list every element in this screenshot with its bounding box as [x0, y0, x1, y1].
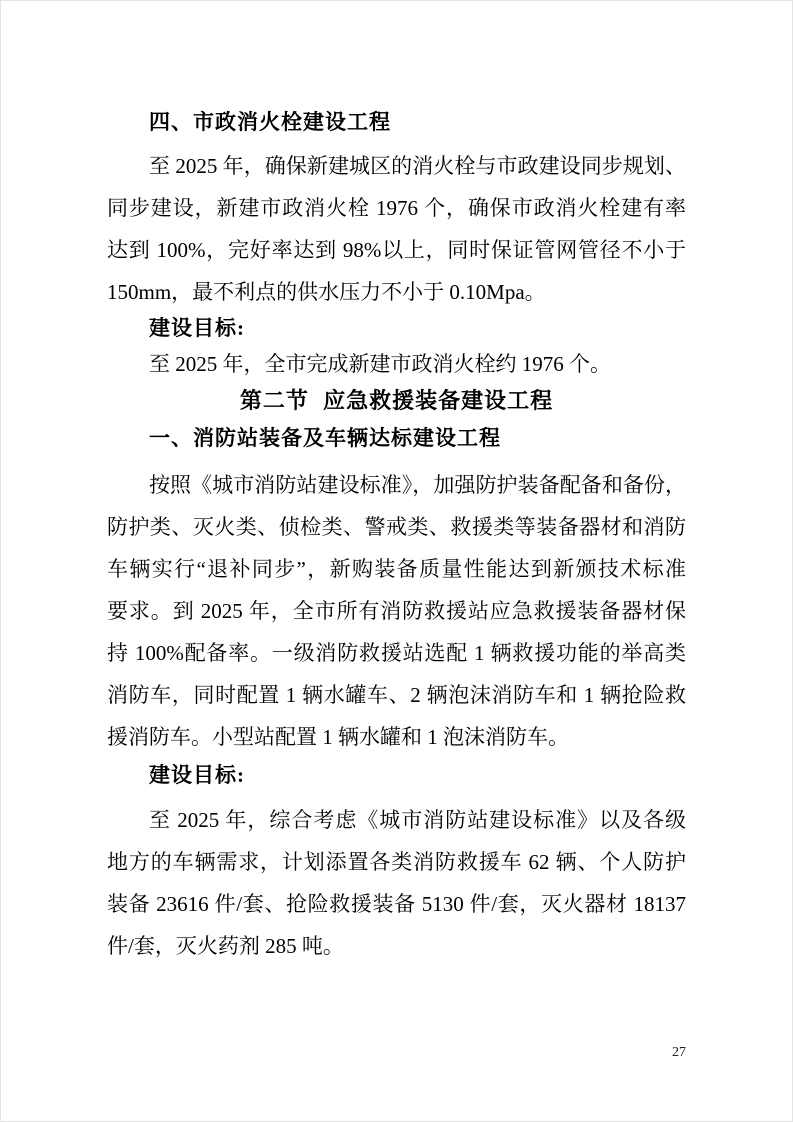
heading-municipal-hydrant-project: 四、市政消火栓建设工程 — [149, 111, 391, 134]
page-content — [1, 1, 792, 1061]
text-line: 至 2025 年，确保新建城区的消火栓与市政建设同步规划、 — [149, 154, 686, 178]
text-line: 同步建设，新建市政消火栓 1976 个，确保市政消火栓建有率 — [107, 196, 686, 220]
text-line: 件/套，灭火药剂 285 吨。 — [107, 934, 344, 958]
text-line: 地方的车辆需求，计划添置各类消防救援车 62 辆、个人防护 — [107, 850, 686, 874]
text-line: 防护类、灭火类、侦检类、警戒类、救援类等装备器材和消防 — [107, 515, 686, 539]
paragraph-equipment-goal — [107, 799, 686, 967]
heading-station-equipment-project: 一、消防站装备及车辆达标建设工程 — [149, 427, 501, 450]
text-line: 车辆实行“退补同步”，新购装备质量性能达到新颁技术标准 — [107, 557, 686, 581]
text-line: 按照《城市消防站建设标准》，加强防护装备配备和备份， — [149, 473, 686, 497]
text-line: 装备 23616 件/套、抢险救援装备 5130 件/套，灭火器材 18137 — [107, 892, 686, 916]
paragraph-hydrant-goal — [107, 343, 686, 385]
page-number: 27 — [672, 1045, 686, 1060]
text-line: 消防车，同时配置 1 辆水罐车、2 辆泡沫消防车和 1 辆抢险救 — [107, 683, 686, 707]
text-line: 要求。到 2025 年，全市所有消防救援站应急救援装备器材保 — [107, 599, 686, 623]
text-line: 至 2025 年，综合考虑《城市消防站建设标准》以及各级 — [149, 808, 686, 832]
text-line: 持 100%配备率。一级消防救援站选配 1 辆救援功能的举高类 — [107, 641, 686, 665]
paragraph-equipment-plan — [107, 464, 686, 758]
text-line: 150mm，最不利点的供水压力不小于 0.10Mpa。 — [107, 280, 546, 304]
section-title-emergency-equipment: 第二节 应急救援装备建设工程 — [239, 388, 554, 413]
construction-goal-label: 建设目标: — [149, 763, 245, 787]
text-line: 援消防车。小型站配置 1 辆水罐和 1 泡沫消防车。 — [107, 725, 569, 749]
text-line: 达到 100%，完好率达到 98%以上，同时保证管网管径不小于 — [107, 238, 686, 262]
text-line: 至 2025 年，全市完成新建市政消火栓约 1976 个。 — [149, 352, 611, 376]
paragraph-hydrant-plan — [107, 145, 686, 313]
construction-goal-label: 建设目标: — [149, 316, 245, 340]
